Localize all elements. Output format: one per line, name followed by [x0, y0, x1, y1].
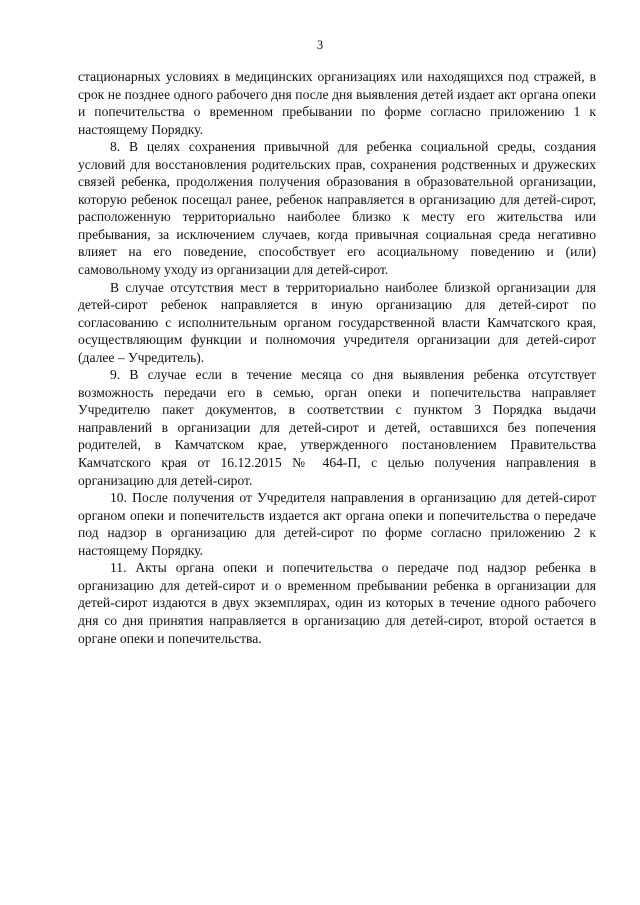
paragraph-item-8-continued: В случае отсутствия мест в территориально наиболее близкой организации для детей-сирот ребенок направляется в иную организацию для детей-сирот по согласованию с исполнительным органом государственной власти Камчатского края, осуществляющим функции и полномочия учредителя организации для детей-сирот (далее – Учредитель). [78, 279, 596, 365]
page-number: 3 [316, 38, 324, 52]
document-body [78, 68, 596, 647]
paragraph-item-9: 9. В случае если в течение месяца со дня выявления ребенка отсутствует возможность передачи его в семью, орган опеки и попечительства направляет Учредителю пакет документов, в соответствии с пунктом 3 Порядка выдачи направлений в организации для детей-сирот и детей, оставшихся без попечения родителей, в Камчатском крае, утвержденного постановлением Правительства Камчатского края от 16.12.2015 № 464-П, с целью получения направления в организацию для детей-сирот. [78, 367, 596, 488]
paragraph-continuation: стационарных условиях в медицинских организациях или находящихся под стражей, в срок не позднее одного рабочего дня после дня выявления детей издает акт органа опеки и попечительства о временном пребывании по форме согласно приложению 1 к настоящему Порядку. [78, 69, 596, 137]
paragraph-item-11: 11. Акты органа опеки и попечительства о передаче под надзор ребенка в организацию для детей-сирот и о временном пребывании ребенка в организации для детей-сирот издаются в двух экземплярах, один из которых в течение одного рабочего дня со дня принятия направляется в организацию для детей-сирот, второй остается в органе опеки и попечительства. [78, 560, 596, 646]
paragraph-item-8: 8. В целях сохранения привычной для ребенка социальной среды, создания условий для восстановления родительских прав, сохранения родственных и дружеских связей ребенка, продолжения получения образования в образовательной организации, которую ребенок посещал ранее, ребенок направляется в организацию для детей-сирот, расположенную территориально наиболее близко к месту его жительства или пребывания, за исключением случаев, когда привычная социальная среда негативно влияет на его поведение, способствует его асоциальному поведению и (или) самовольному уходу из организации для детей-сирот. [78, 139, 596, 278]
paragraph-item-10: 10. После получения от Учредителя направления в организацию для детей-сирот органом опеки и попечительств издается акт органа опеки и попечительства о передаче под надзор в организацию для детей-сирот по форме согласно приложению 2 к настоящему Порядку. [78, 490, 596, 558]
